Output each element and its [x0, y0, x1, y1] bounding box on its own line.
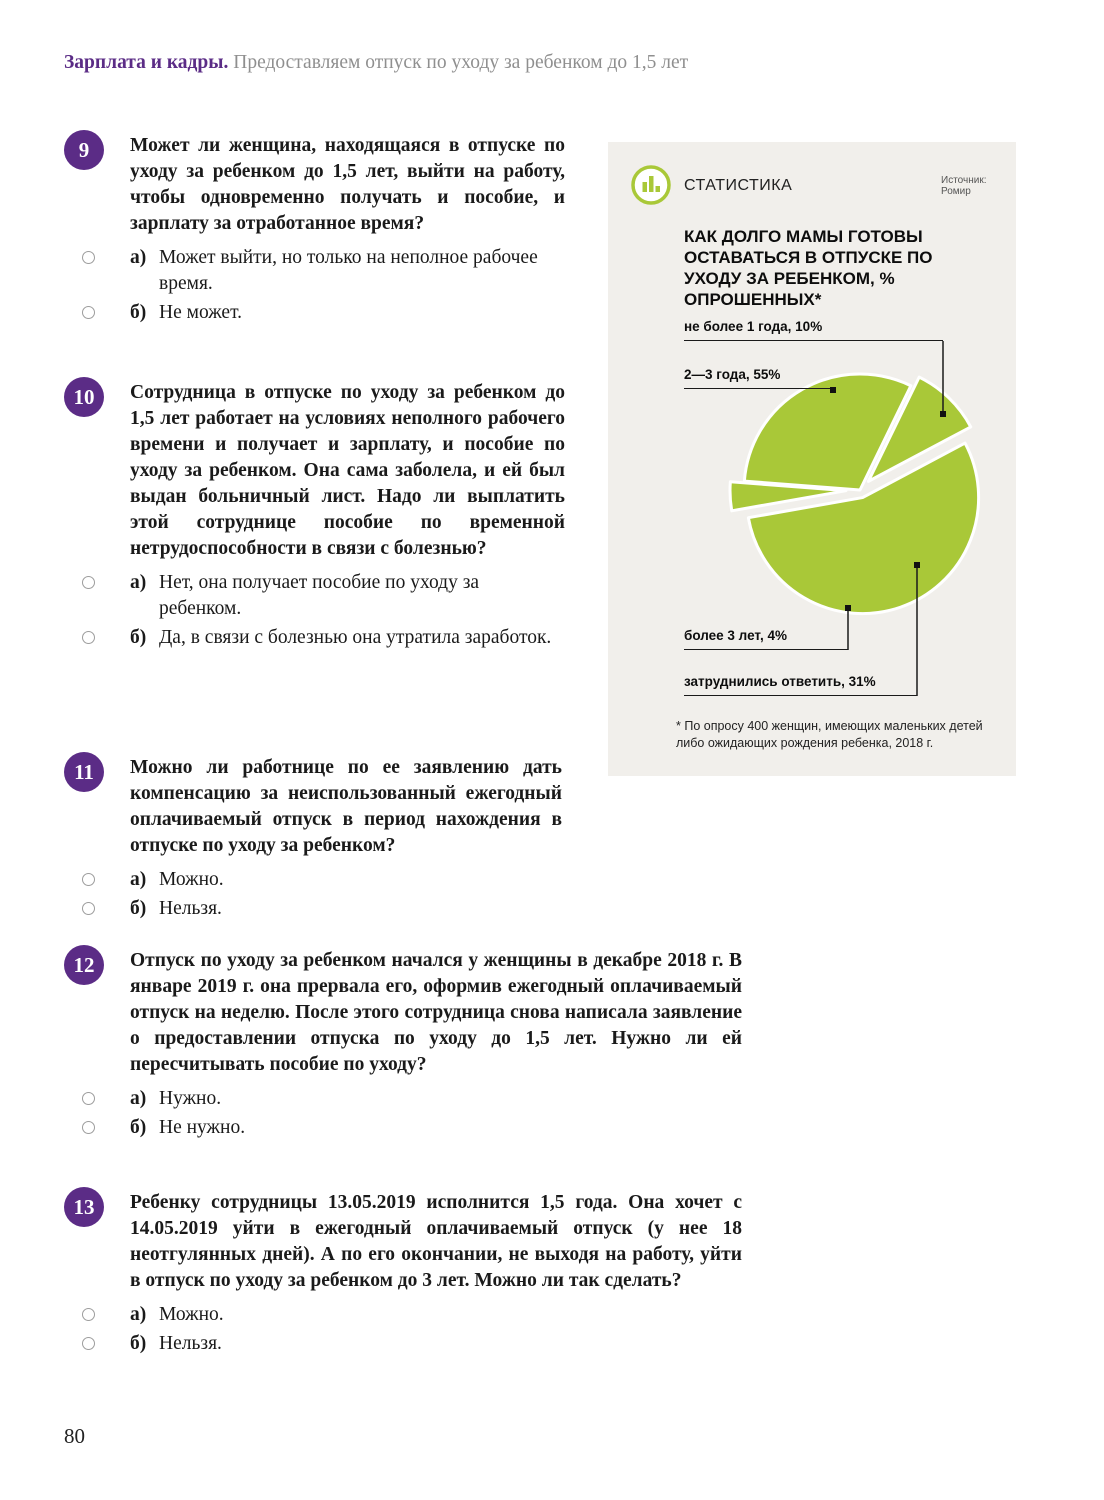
option-label: б): [130, 627, 147, 648]
option-label: а): [130, 869, 147, 890]
header-subtitle: Предоставляем отпуск по уходу за ребенком до 1,5 лет: [228, 52, 689, 73]
answer-option: [130, 1115, 742, 1141]
option-text: Можно.: [159, 1304, 224, 1325]
answer-option: [130, 300, 565, 326]
radio-icon[interactable]: [82, 251, 95, 264]
question-block-10: [64, 380, 565, 651]
answer-option: [130, 1302, 742, 1328]
question-number-badge: 12: [64, 945, 104, 985]
radio-icon[interactable]: [82, 1121, 95, 1134]
answer-option: [130, 570, 565, 622]
option-label: б): [130, 1333, 147, 1354]
chart-label-up-to-1-year: не более 1 года, 10%: [684, 319, 943, 341]
chart-label-2-3-years: 2—3 года, 55%: [684, 367, 830, 389]
radio-icon[interactable]: [82, 873, 95, 886]
option-label: а): [130, 247, 147, 268]
stats-section-label: СТАТИСТИКА: [684, 177, 793, 194]
radio-icon[interactable]: [82, 631, 95, 644]
radio-icon[interactable]: [82, 1308, 95, 1321]
question-text: Может ли женщина, находящаяся в отпуске по уходу за ребенком до 1,5 лет, выйти на работу, чтобы одновременно получать и пособие, и зарплату за отработанное время?: [130, 135, 565, 234]
answer-option: [130, 245, 565, 297]
answer-option: [130, 625, 565, 651]
question-text: Сотрудница в отпуске по уходу за ребенком до 1,5 лет работает на условиях неполного рабочего времени и получает и зарплату, и пособие по уходу за ребенком. Она сама заболела, и ей был выдан больничный лист. Надо ли выплатить этой сотруднице пособие по временной нетрудоспособности в связи с болезнью?: [130, 382, 565, 559]
question-block-9: [64, 133, 565, 326]
chart-label-undecided: затруднились ответить, 31%: [684, 674, 917, 696]
option-label: а): [130, 1088, 147, 1109]
stats-title: КАК ДОЛГО МАМЫ ГОТОВЫ ОСТАВАТЬСЯ В ОТПУСКЕ ПО УХОДУ ЗА РЕБЕНКОМ, % ОПРОШЕННЫХ*: [684, 227, 933, 309]
option-label: а): [130, 1304, 147, 1325]
option-text: Нет, она получает пособие по уходу за ребенком.: [159, 572, 480, 619]
question-number-badge: 11: [64, 752, 104, 792]
option-text: Нельзя.: [159, 898, 222, 919]
option-label: б): [130, 898, 147, 919]
answer-option: [130, 896, 742, 922]
answer-option: [130, 867, 742, 893]
stats-source-label: Источник:: [941, 175, 987, 186]
pie-slices: [730, 374, 979, 614]
question-block-13: [64, 1190, 742, 1357]
question-text: Ребенку сотрудницы 13.05.2019 исполнится 1,5 года. Она хочет с 14.05.2019 уйти в ежегодный оплачиваемый отпуск (у нее 18 неотгулянных дней). А по его окончании, не выходя на работу, уйти в отпуск по уходу за ребенком до 3 лет. Можно ли так сделать?: [130, 1192, 742, 1291]
question-text: Отпуск по уходу за ребенком начался у женщины в декабре 2018 г. В январе 2019 г. она прервала его, оформив ежегодный оплачиваемый отпуск на неделю. После этого сотрудница снова написала заявление о предоставлении отпуска по уходу до 1,5 лет. Нужно ли ей пересчитывать пособие по уходу?: [130, 950, 742, 1075]
stats-source-name: Ромир: [941, 186, 971, 197]
radio-icon[interactable]: [82, 902, 95, 915]
radio-icon[interactable]: [82, 1337, 95, 1350]
question-block-11: [64, 755, 742, 922]
radio-icon[interactable]: [82, 1092, 95, 1105]
option-text: Не может.: [159, 302, 243, 323]
option-text: Нельзя.: [159, 1333, 222, 1354]
answer-option: [130, 1331, 742, 1357]
chart-label-over-3-years: более 3 лет, 4%: [684, 628, 848, 650]
option-label: а): [130, 572, 147, 593]
page-header: [64, 52, 688, 74]
question-number-badge: 13: [64, 1187, 104, 1227]
option-text: Не нужно.: [159, 1117, 246, 1138]
answer-option: [130, 1086, 742, 1112]
question-number-badge: 9: [64, 130, 104, 170]
question-block-12: [64, 948, 742, 1141]
header-section-title: Зарплата и кадры.: [64, 52, 229, 73]
question-number-badge: 10: [64, 377, 104, 417]
question-text: Можно ли работнице по ее заявлению дать компенсацию за неиспользованный ежегодный оплачиваемый отпуск в период нахождения в отпуске по уходу за ребенком?: [130, 755, 742, 859]
page-number: 80: [64, 1424, 85, 1448]
option-label: б): [130, 302, 147, 323]
radio-icon[interactable]: [82, 306, 95, 319]
chart-footnote: * По опросу 400 женщин, имеющих маленьких детей либо ожидающих рождения ребенка, 2018 г.: [676, 719, 983, 750]
statistics-panel: [608, 142, 1016, 776]
option-text: Да, в связи с болезнью она утратила заработок.: [159, 627, 552, 648]
option-text: Можно.: [159, 869, 224, 890]
radio-icon[interactable]: [82, 576, 95, 589]
option-label: б): [130, 1117, 147, 1138]
option-text: Нужно.: [159, 1088, 222, 1109]
option-text: Может выйти, но только на неполное рабочее время.: [159, 247, 538, 294]
